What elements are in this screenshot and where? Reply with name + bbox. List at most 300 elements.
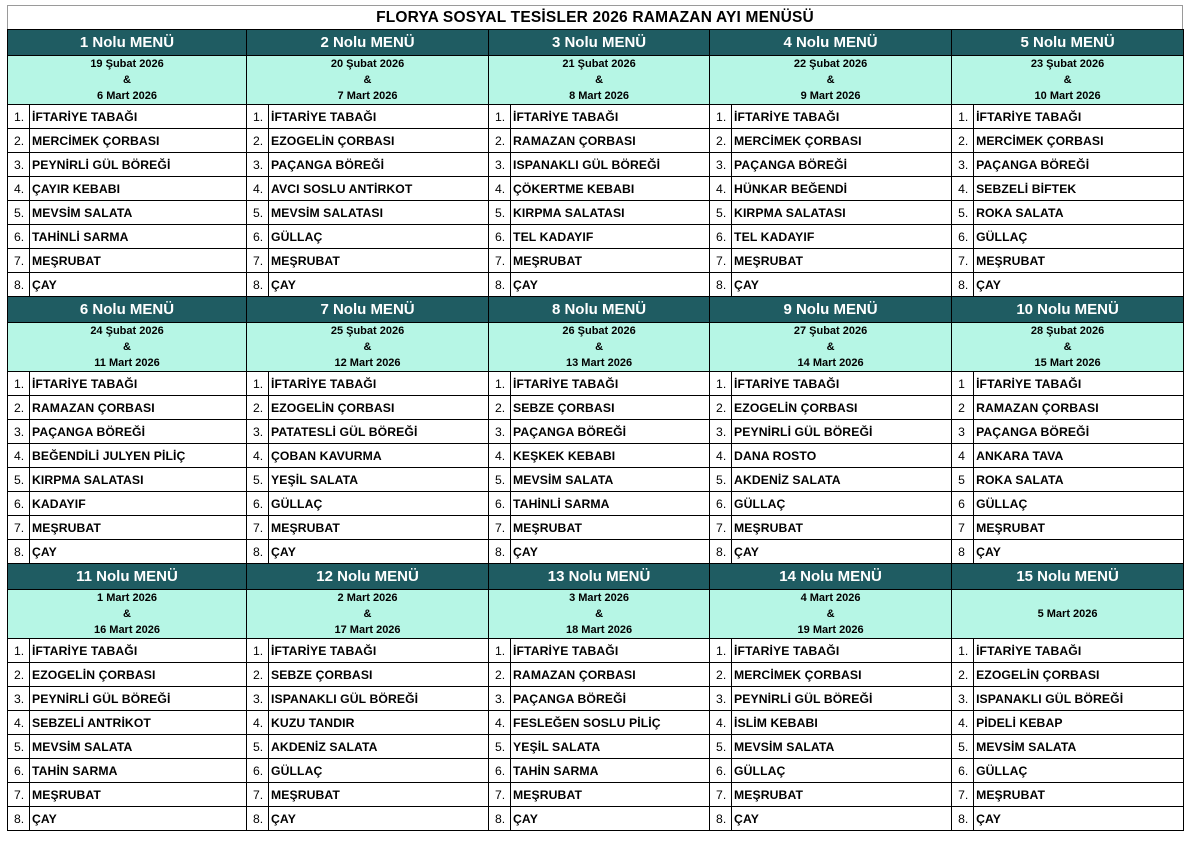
menu-item: RAMAZAN ÇORBASI (511, 129, 710, 153)
item-number: 1. (247, 372, 269, 396)
item-number: 2. (710, 396, 732, 420)
item-number: 7. (247, 516, 269, 540)
menu-item: MERCİMEK ÇORBASI (30, 129, 247, 153)
menu-item: DANA ROSTO (732, 444, 952, 468)
item-number: 2. (489, 396, 511, 420)
item-number: 2. (8, 396, 30, 420)
menu-item: BEĞENDİLİ JULYEN PİLİÇ (30, 444, 247, 468)
menu-item: ÇAY (732, 273, 952, 297)
menu-item: ÇAY (30, 273, 247, 297)
menu-item-row (8, 639, 1184, 663)
item-number: 4. (489, 711, 511, 735)
item-number: 3. (489, 420, 511, 444)
item-number: 3 (952, 420, 974, 444)
item-number: 5. (710, 201, 732, 225)
menu-title: 1 Nolu MENÜ (8, 30, 247, 56)
item-number: 8. (8, 807, 30, 831)
menu-item-row (8, 249, 1184, 273)
item-number: 2. (710, 129, 732, 153)
menu-item: MEVSİM SALATASI (269, 201, 489, 225)
item-number: 1. (247, 639, 269, 663)
item-number: 7. (247, 783, 269, 807)
menu-date-line: 3 Mart 2026 (569, 592, 629, 604)
menu-item-row (8, 396, 1184, 420)
menu-item-row (8, 663, 1184, 687)
item-number: 8. (489, 807, 511, 831)
menu-item: TEL KADAYIF (511, 225, 710, 249)
menu-date-line: 21 Şubat 2026 (562, 58, 636, 70)
item-number: 7. (489, 516, 511, 540)
menu-item: EZOGELİN ÇORBASI (30, 663, 247, 687)
menu-date-line: 6 Mart 2026 (97, 90, 157, 102)
menu-date-line: 11 Mart 2026 (94, 357, 160, 369)
menu-item-row (8, 444, 1184, 468)
menu-item: MEŞRUBAT (511, 249, 710, 273)
menu-date-line: 9 Mart 2026 (800, 90, 861, 102)
menu-title: 10 Nolu MENÜ (952, 297, 1184, 323)
menu-date-line: & (826, 608, 835, 620)
menu-item: RAMAZAN ÇORBASI (30, 396, 247, 420)
menu-item: PAÇANGA BÖREĞİ (511, 687, 710, 711)
item-number: 7. (8, 249, 30, 273)
menu-title: 14 Nolu MENÜ (710, 564, 952, 590)
menu-item: TEL KADAYIF (732, 225, 952, 249)
item-number: 8. (8, 273, 30, 297)
menu-item-row (8, 735, 1184, 759)
menu-item: MEVSİM SALATA (974, 735, 1184, 759)
item-number: 7. (489, 249, 511, 273)
menu-item: PAÇANGA BÖREĞİ (30, 420, 247, 444)
menu-item: ÇAY (511, 540, 710, 564)
item-number: 3. (8, 420, 30, 444)
menu-item-row (8, 372, 1184, 396)
menu-item: ÇAY (732, 540, 952, 564)
menu-dates (489, 590, 710, 639)
menu-item: TAHİN SARMA (511, 759, 710, 783)
menu-item: AKDENİZ SALATA (269, 735, 489, 759)
menu-date-line: 14 Mart 2026 (797, 357, 864, 369)
menu-dates (952, 56, 1184, 105)
menu-item: PAÇANGA BÖREĞİ (732, 153, 952, 177)
menu-date-line: 19 Mart 2026 (797, 624, 864, 636)
menu-item: AKDENİZ SALATA (732, 468, 952, 492)
item-number: 3. (710, 153, 732, 177)
menu-item-row (8, 540, 1184, 564)
menu-date-line: 27 Şubat 2026 (793, 325, 868, 337)
item-number: 2. (247, 396, 269, 420)
item-number: 1. (710, 105, 732, 129)
menu-item: SEBZE ÇORBASI (511, 396, 710, 420)
item-number: 6. (489, 759, 511, 783)
item-number: 3. (247, 687, 269, 711)
menu-item: MEŞRUBAT (974, 249, 1184, 273)
item-number: 8. (489, 273, 511, 297)
menu-item: ÇAY (732, 807, 952, 831)
menu-item: ROKA SALATA (974, 468, 1184, 492)
menu-item: MEŞRUBAT (974, 783, 1184, 807)
item-number: 1 (952, 372, 974, 396)
item-number: 5. (8, 735, 30, 759)
menu-item: İFTARİYE TABAĞI (511, 105, 710, 129)
menu-date-line: 17 Mart 2026 (334, 624, 401, 636)
menu-item: GÜLLAÇ (974, 759, 1184, 783)
menu-item: İFTARİYE TABAĞI (30, 372, 247, 396)
item-number: 8. (710, 273, 732, 297)
menu-item: GÜLLAÇ (974, 225, 1184, 249)
menu-item-row (8, 783, 1184, 807)
menu-dates (8, 323, 247, 372)
menu-title: 8 Nolu MENÜ (489, 297, 710, 323)
menu-item: ISPANAKLI GÜL BÖREĞİ (269, 687, 489, 711)
menu-date-line: 24 Şubat 2026 (90, 325, 164, 337)
menu-item-row (8, 105, 1184, 129)
menu-item: PEYNİRLİ GÜL BÖREĞİ (30, 687, 247, 711)
item-number: 8 (952, 540, 974, 564)
menu-item: İFTARİYE TABAĞI (511, 639, 710, 663)
item-number: 3. (952, 687, 974, 711)
menu-date-line: 25 Şubat 2026 (330, 325, 405, 337)
menu-item: AVCI SOSLU ANTİRKOT (269, 177, 489, 201)
menu-item: MEŞRUBAT (269, 516, 489, 540)
menu-header-row (8, 30, 1184, 56)
menu-dates (8, 56, 247, 105)
menu-item: GÜLLAÇ (269, 492, 489, 516)
item-number: 4. (489, 177, 511, 201)
menu-item: EZOGELİN ÇORBASI (974, 663, 1184, 687)
menu-item: ISPANAKLI GÜL BÖREĞİ (974, 687, 1184, 711)
menu-item: MEŞRUBAT (974, 516, 1184, 540)
menu-dates (489, 323, 710, 372)
menu-item: TAHİNLİ SARMA (511, 492, 710, 516)
menu-item: ÇAY (511, 807, 710, 831)
item-number: 4. (8, 444, 30, 468)
menu-date-line: 4 Mart 2026 (800, 592, 861, 604)
item-number: 8. (247, 273, 269, 297)
menu-item: EZOGELİN ÇORBASI (269, 129, 489, 153)
menu-item: MEŞRUBAT (30, 249, 247, 273)
menu-item: SEBZELİ ANTRİKOT (30, 711, 247, 735)
menu-item: YEŞİL SALATA (511, 735, 710, 759)
menu-item: PEYNİRLİ GÜL BÖREĞİ (30, 153, 247, 177)
menu-item-row (8, 759, 1184, 783)
item-number: 2. (489, 663, 511, 687)
menu-item: GÜLLAÇ (269, 759, 489, 783)
item-number: 7. (952, 249, 974, 273)
item-number: 6. (247, 492, 269, 516)
item-number: 6. (952, 225, 974, 249)
menu-date-line: 26 Şubat 2026 (562, 325, 636, 337)
item-number: 5. (710, 735, 732, 759)
item-number: 4. (489, 444, 511, 468)
item-number: 8. (952, 807, 974, 831)
item-number: 7. (8, 516, 30, 540)
item-number: 3. (710, 687, 732, 711)
menu-item: MEŞRUBAT (269, 249, 489, 273)
menu-date-line: 8 Mart 2026 (569, 90, 629, 102)
item-number: 5 (952, 468, 974, 492)
menu-item-row (8, 492, 1184, 516)
item-number: 4. (247, 444, 269, 468)
menu-title: 5 Nolu MENÜ (952, 30, 1184, 56)
menu-item: İSLİM KEBABI (732, 711, 952, 735)
menu-dates (710, 323, 952, 372)
menu-date-line: & (123, 74, 131, 86)
item-number: 1. (247, 105, 269, 129)
menu-item: İFTARİYE TABAĞI (974, 639, 1184, 663)
item-number: 5. (952, 735, 974, 759)
item-number: 6. (8, 492, 30, 516)
menu-item: MEŞRUBAT (732, 516, 952, 540)
menu-date-line: 19 Şubat 2026 (90, 58, 164, 70)
menu-date-line: 13 Mart 2026 (566, 357, 633, 369)
menu-item: MEŞRUBAT (269, 783, 489, 807)
menu-item: ÇAY (30, 540, 247, 564)
menu-item: YEŞİL SALATA (269, 468, 489, 492)
menu-item: ÇAY (974, 273, 1184, 297)
item-number: 1. (489, 372, 511, 396)
menu-item: KIRPMA SALATASI (732, 201, 952, 225)
menu-item: İFTARİYE TABAĞI (732, 639, 952, 663)
menu-date-line: 10 Mart 2026 (1034, 90, 1101, 102)
menu-dates-row (8, 323, 1184, 372)
menu-date-line: 15 Mart 2026 (1034, 357, 1101, 369)
menu-item: İFTARİYE TABAĞI (269, 105, 489, 129)
menu-dates (8, 590, 247, 639)
item-number: 8. (710, 540, 732, 564)
menu-title: 3 Nolu MENÜ (489, 30, 710, 56)
item-number: 3. (489, 687, 511, 711)
item-number: 7. (952, 783, 974, 807)
menu-date-line: 7 Mart 2026 (337, 90, 398, 102)
item-number: 8. (247, 540, 269, 564)
menu-item-row (8, 420, 1184, 444)
menu-dates (710, 56, 952, 105)
item-number: 4. (952, 711, 974, 735)
menu-item: FESLEĞEN SOSLU PİLİÇ (511, 711, 710, 735)
menu-dates (489, 56, 710, 105)
menu-dates (952, 590, 1184, 639)
menu-item: MERCİMEK ÇORBASI (732, 663, 952, 687)
menu-dates (952, 323, 1184, 372)
item-number: 5. (8, 201, 30, 225)
menu-item: RAMAZAN ÇORBASI (974, 396, 1184, 420)
menu-item: PEYNİRLİ GÜL BÖREĞİ (732, 687, 952, 711)
item-number: 6. (489, 492, 511, 516)
menu-item: MEŞRUBAT (30, 516, 247, 540)
item-number: 2. (489, 129, 511, 153)
menu-item: RAMAZAN ÇORBASI (511, 663, 710, 687)
menu-item: KIRPMA SALATASI (30, 468, 247, 492)
item-number: 2 (952, 396, 974, 420)
item-number: 5. (8, 468, 30, 492)
menu-title: 9 Nolu MENÜ (710, 297, 952, 323)
menu-item: PAÇANGA BÖREĞİ (511, 420, 710, 444)
menu-item: PAÇANGA BÖREĞİ (974, 420, 1184, 444)
item-number: 3. (247, 153, 269, 177)
item-number: 6. (489, 225, 511, 249)
item-number: 2. (710, 663, 732, 687)
menu-item: ÇAY (269, 807, 489, 831)
item-number: 8. (952, 273, 974, 297)
item-number: 7. (710, 249, 732, 273)
menu-item: ÇAY (511, 273, 710, 297)
item-number: 4. (247, 177, 269, 201)
menu-item: ANKARA TAVA (974, 444, 1184, 468)
menu-title: 15 Nolu MENÜ (952, 564, 1184, 590)
item-number: 1. (8, 639, 30, 663)
menu-date-line: 28 Şubat 2026 (1030, 325, 1105, 337)
menu-item: MERCİMEK ÇORBASI (732, 129, 952, 153)
menu-date-line: & (595, 608, 604, 620)
menu-item-row (8, 516, 1184, 540)
item-number: 1. (952, 105, 974, 129)
menu-date-line: & (123, 608, 131, 620)
menu-date-line: 20 Şubat 2026 (330, 58, 405, 70)
menu-date-line: & (826, 341, 835, 353)
menu-item: GÜLLAÇ (732, 759, 952, 783)
menu-date-line: 2 Mart 2026 (337, 592, 398, 604)
menu-item-row (8, 807, 1184, 831)
item-number: 3. (489, 153, 511, 177)
menu-title: 7 Nolu MENÜ (247, 297, 489, 323)
item-number: 1. (489, 639, 511, 663)
menu-item: MERCİMEK ÇORBASI (974, 129, 1184, 153)
menu-dates (247, 323, 489, 372)
menu-item: PİDELİ KEBAP (974, 711, 1184, 735)
menu-date-line: 12 Mart 2026 (334, 357, 401, 369)
menu-item: İFTARİYE TABAĞI (269, 372, 489, 396)
menu-date-line: & (1063, 341, 1072, 353)
menu-dates (710, 590, 952, 639)
menu-item: ÇAY (269, 540, 489, 564)
item-number: 6. (710, 492, 732, 516)
item-number: 3. (8, 153, 30, 177)
menu-item: SEBZE ÇORBASI (269, 663, 489, 687)
menu-date-line: & (363, 608, 372, 620)
item-number: 5. (247, 468, 269, 492)
menu-item: MEŞRUBAT (30, 783, 247, 807)
menu-item: HÜNKAR BEĞENDİ (732, 177, 952, 201)
menu-item: İFTARİYE TABAĞI (30, 639, 247, 663)
item-number: 6. (8, 759, 30, 783)
menu-item: MEVSİM SALATA (732, 735, 952, 759)
item-number: 6. (247, 759, 269, 783)
item-number: 6. (8, 225, 30, 249)
menu-item: MEVSİM SALATA (511, 468, 710, 492)
menu-date-line: 16 Mart 2026 (93, 624, 161, 636)
item-number: 2. (247, 663, 269, 687)
item-number: 5. (489, 468, 511, 492)
menu-item-row (8, 225, 1184, 249)
menu-sheet (7, 5, 1183, 831)
menu-item: İFTARİYE TABAĞI (974, 105, 1184, 129)
item-number: 1. (710, 639, 732, 663)
menu-date-line: & (123, 341, 131, 353)
item-number: 2. (8, 663, 30, 687)
menu-item: MEŞRUBAT (732, 783, 952, 807)
item-number: 6. (952, 759, 974, 783)
menu-item: PAÇANGA BÖREĞİ (974, 153, 1184, 177)
menu-item-row (8, 468, 1184, 492)
menu-item: KUZU TANDIR (269, 711, 489, 735)
menu-item: İFTARİYE TABAĞI (732, 372, 952, 396)
menu-item: GÜLLAÇ (974, 492, 1184, 516)
menu-item: TAHİN SARMA (30, 759, 247, 783)
menu-item: ÇAY (974, 540, 1184, 564)
item-number: 1. (489, 105, 511, 129)
menu-item: İFTARİYE TABAĞI (974, 372, 1184, 396)
menu-table (7, 29, 1184, 831)
menu-dates (247, 590, 489, 639)
menu-title: 6 Nolu MENÜ (8, 297, 247, 323)
page-title: FLORYA SOSYAL TESİSLER 2026 RAMAZAN AYI MENÜSÜ (7, 5, 1183, 29)
menu-item-row (8, 687, 1184, 711)
menu-date-line: 23 Şubat 2026 (1030, 58, 1105, 70)
menu-item: ISPANAKLI GÜL BÖREĞİ (511, 153, 710, 177)
item-number: 8. (710, 807, 732, 831)
item-number: 2. (952, 129, 974, 153)
item-number: 4. (710, 711, 732, 735)
menu-item: GÜLLAÇ (269, 225, 489, 249)
menu-item: MEŞRUBAT (511, 783, 710, 807)
item-number: 7. (710, 516, 732, 540)
item-number: 6. (710, 759, 732, 783)
item-number: 5. (247, 201, 269, 225)
menu-item-row (8, 177, 1184, 201)
menu-title: 4 Nolu MENÜ (710, 30, 952, 56)
item-number: 3. (247, 420, 269, 444)
item-number: 4. (710, 177, 732, 201)
item-number: 7. (710, 783, 732, 807)
menu-item: EZOGELİN ÇORBASI (732, 396, 952, 420)
menu-date-line: 1 Mart 2026 (97, 592, 157, 604)
item-number: 5. (710, 468, 732, 492)
item-number: 7. (489, 783, 511, 807)
menu-item: ÇÖKERTME KEBABI (511, 177, 710, 201)
menu-item: PEYNİRLİ GÜL BÖREĞİ (732, 420, 952, 444)
item-number: 2. (8, 129, 30, 153)
menu-item: MEŞRUBAT (511, 516, 710, 540)
menu-item: İFTARİYE TABAĞI (269, 639, 489, 663)
menu-date-line: & (826, 74, 835, 86)
menu-title: 12 Nolu MENÜ (247, 564, 489, 590)
item-number: 8. (8, 540, 30, 564)
item-number: 1. (710, 372, 732, 396)
menu-item: KEŞKEK KEBABI (511, 444, 710, 468)
menu-dates-row (8, 590, 1184, 639)
item-number: 7 (952, 516, 974, 540)
menu-header-row (8, 297, 1184, 323)
item-number: 2. (952, 663, 974, 687)
item-number: 7. (8, 783, 30, 807)
item-number: 5. (952, 201, 974, 225)
menu-item: PAÇANGA BÖREĞİ (269, 153, 489, 177)
menu-item: KADAYIF (30, 492, 247, 516)
item-number: 5. (247, 735, 269, 759)
menu-date-line: & (1063, 74, 1072, 86)
menu-item: MEVSİM SALATA (30, 735, 247, 759)
menu-item: ÇAY (974, 807, 1184, 831)
menu-item: KIRPMA SALATASI (511, 201, 710, 225)
menu-item: İFTARİYE TABAĞI (511, 372, 710, 396)
menu-header-row (8, 564, 1184, 590)
menu-item: EZOGELİN ÇORBASI (269, 396, 489, 420)
menu-item: ÇAYIR KEBABI (30, 177, 247, 201)
menu-item-row (8, 711, 1184, 735)
item-number: 1. (8, 105, 30, 129)
menu-item-row (8, 201, 1184, 225)
item-number: 6. (710, 225, 732, 249)
